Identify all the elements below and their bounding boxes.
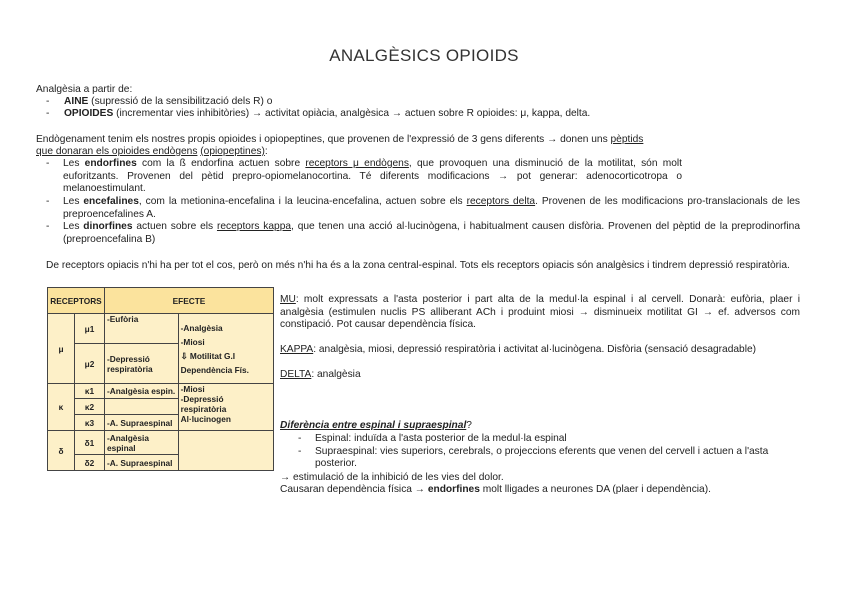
list-item <box>298 446 800 471</box>
delta-common-effect-cell <box>178 431 273 471</box>
mu-label: MU <box>280 294 296 305</box>
mu2-effect-cell: -Depressió respiratòria <box>104 344 178 384</box>
endorfines-text <box>63 158 682 196</box>
text: : <box>264 146 268 157</box>
delta-label: DELTA <box>280 369 312 380</box>
difference-list <box>298 433 800 471</box>
intro-line: Analgèsia a partir de: <box>36 84 133 95</box>
bold-text: dinorfines <box>83 221 133 232</box>
underlined-text: (opiopeptines) <box>200 146 265 157</box>
effect-line: Dependència Fís. <box>180 364 249 375</box>
list-item-text: Supraespinal: vies superiors, cerebrals, o projeccions eferents que venen del cervell i actuen a l'asta posterior. <box>315 445 769 470</box>
effect-line: respiratòria <box>180 404 227 414</box>
intro-item-bold: OPIOIDES <box>64 108 114 119</box>
intro-item-rest: (incrementar vies inhibitòries) → activitat opiàcia, analgèsica → actuen sobre R opioides: μ, kappa, delta. <box>113 108 591 119</box>
endorfines-item <box>46 158 682 196</box>
effect-line: -Miosi <box>180 336 205 347</box>
bullet-dash: - <box>46 221 50 232</box>
encefalines-item <box>46 196 800 221</box>
dependence-line <box>280 484 711 497</box>
d1-cell: δ1 <box>74 431 104 455</box>
delta-group-cell: δ <box>48 431 75 471</box>
header-effect: EFECTE <box>104 288 273 314</box>
mu1-effect-cell: -Eufòria <box>104 314 178 344</box>
receptor-table <box>47 287 274 471</box>
page-title: ANALGÈSICS OPIOIDS <box>329 46 519 65</box>
k1-effect-cell: -Analgèsia espin. <box>104 384 178 399</box>
receptors-line: De receptors opiacis n'hi ha per tot el cos, però on més n'hi ha és a la zona central-espinal. Tots els receptors opiacis són analgèsics i tindrem depressió respiratòria. <box>46 260 790 271</box>
k2-effect-cell <box>104 399 178 415</box>
text: Les <box>63 196 84 207</box>
d2-cell: δ2 <box>74 455 104 471</box>
bullet-dash: - <box>298 433 302 444</box>
mu-group-cell: μ <box>48 314 75 384</box>
intro-item-rest: (supressió de la sensibilització dels R) o <box>88 96 273 107</box>
endogenous-line-1 <box>36 134 643 147</box>
effect-line: -Miosi <box>180 384 205 394</box>
kappa-group-cell: κ <box>48 384 75 431</box>
dinorfines-text <box>63 221 800 246</box>
intro-item-bold: AINE <box>64 96 89 107</box>
mu2-cell: μ2 <box>74 344 104 384</box>
kappa-common-effect-cell <box>178 384 273 431</box>
difference-title: Diferència entre espinal i supraespinal <box>280 420 467 431</box>
endogenous-line-2 <box>36 146 268 159</box>
underlined-text: receptors delta <box>466 196 536 207</box>
k3-cell: κ3 <box>74 415 104 431</box>
d2-effect-cell: -A. Supraespinal <box>104 455 178 471</box>
text: Causaran dependència física → <box>280 484 428 495</box>
text: ? <box>466 420 472 431</box>
bullet-dash: - <box>46 196 50 207</box>
k2-cell: κ2 <box>74 399 104 415</box>
effect-line: Al·lucinogen <box>180 414 231 424</box>
text: , que provoquen una disminució de la motilitat, són molt euforitzants. Provenen del pètid prepro-opiomelanocortina. Té diferents modificacions → pot generar: adenocorticotropa o melanoestimulant. <box>63 158 682 195</box>
dinorfines-item <box>46 221 800 246</box>
encefalines-text <box>63 196 800 221</box>
effect-line: -Analgèsia <box>180 322 223 333</box>
difference-heading <box>280 420 472 433</box>
text: Endògenament tenim els nostres propis opioides i opiopeptines, que provenen de l'expressió de 3 gens diferents → donen uns <box>36 134 611 145</box>
delta-paragraph <box>280 369 800 382</box>
mu-common-effect-cell <box>178 314 273 384</box>
k1-cell: κ1 <box>74 384 104 399</box>
bold-text: endorfines <box>84 158 137 169</box>
effect-line: -Depressió <box>180 394 224 404</box>
text: . Provenen de les modificacions pro-translacionals de les preproencefalines A. <box>63 196 801 220</box>
mu-paragraph <box>280 294 800 332</box>
intro-item-opioides: - OPIOIDES (incrementar vies inhibitòries) → activitat opiàcia, analgèsica → actuen sobre R opioides: μ, kappa, delta. <box>46 108 591 119</box>
kappa-label: KAPPA <box>280 344 314 355</box>
delta-text: : analgèsia <box>311 369 361 380</box>
bold-text: endorfines <box>427 484 480 495</box>
bullet-dash: - <box>46 158 50 169</box>
intro-item-aine: - AINE (supressió de la sensibilització dels R) o <box>46 96 273 107</box>
text: , que tenen una acció al·lucinògena, i habitualment causen disfòria. Provenen del pèptid de la preprodinorfina (preproencefalina B) <box>63 221 800 245</box>
d1-effect-cell: -Analgèsia espinal <box>104 431 178 455</box>
mu1-cell: μ1 <box>74 314 104 344</box>
text: molt lligades a neurones DA (plaer i dependència). <box>479 484 711 495</box>
underlined-text: pèptids <box>610 134 644 145</box>
header-receptors: RECEPTORS <box>48 288 105 314</box>
kappa-paragraph <box>280 344 800 357</box>
mu-text: : molt expressats a l'asta posterior i part alta de la medul·la espinal i al cervell. Donarà: eufòria, plaer i analgèsia (estimulen nuclis PS alliberant ACh i produint miosi → disminueix motilitat GI → ef. adversos com constipació. Pot causar dependència física. <box>280 294 800 331</box>
bullet-dash: - <box>298 445 302 457</box>
text: actuen sobre els <box>132 221 217 232</box>
kappa-text: : analgèsia, miosi, depressió respiratòria i activitat al·lucinògena. Disfòria (sensació desagradable) <box>313 344 757 355</box>
underlined-text: receptors kappa <box>216 221 292 232</box>
text: Les <box>63 158 85 169</box>
bold-text: encefalines <box>83 196 139 207</box>
effect-line: ⇩ Motilitat G.I <box>180 350 236 361</box>
list-item <box>298 433 800 446</box>
text: Les <box>63 221 84 232</box>
underlined-text: receptors μ endògens <box>305 158 409 169</box>
list-item-text: Espinal: induïda a l'asta posterior de la medul·la espinal <box>315 433 567 444</box>
text: , com la metionina-encefalina i la leucina-encefalina, actuen sobre els <box>138 196 467 207</box>
text: com la ß endorfina actuen sobre <box>136 158 306 169</box>
underlined-text: que donaran els opioides endògens <box>36 146 198 157</box>
k3-effect-cell: -A. Supraespinal <box>104 415 178 431</box>
stimulation-line: → estimulació de la inhibició de les vies del dolor. <box>280 472 504 483</box>
